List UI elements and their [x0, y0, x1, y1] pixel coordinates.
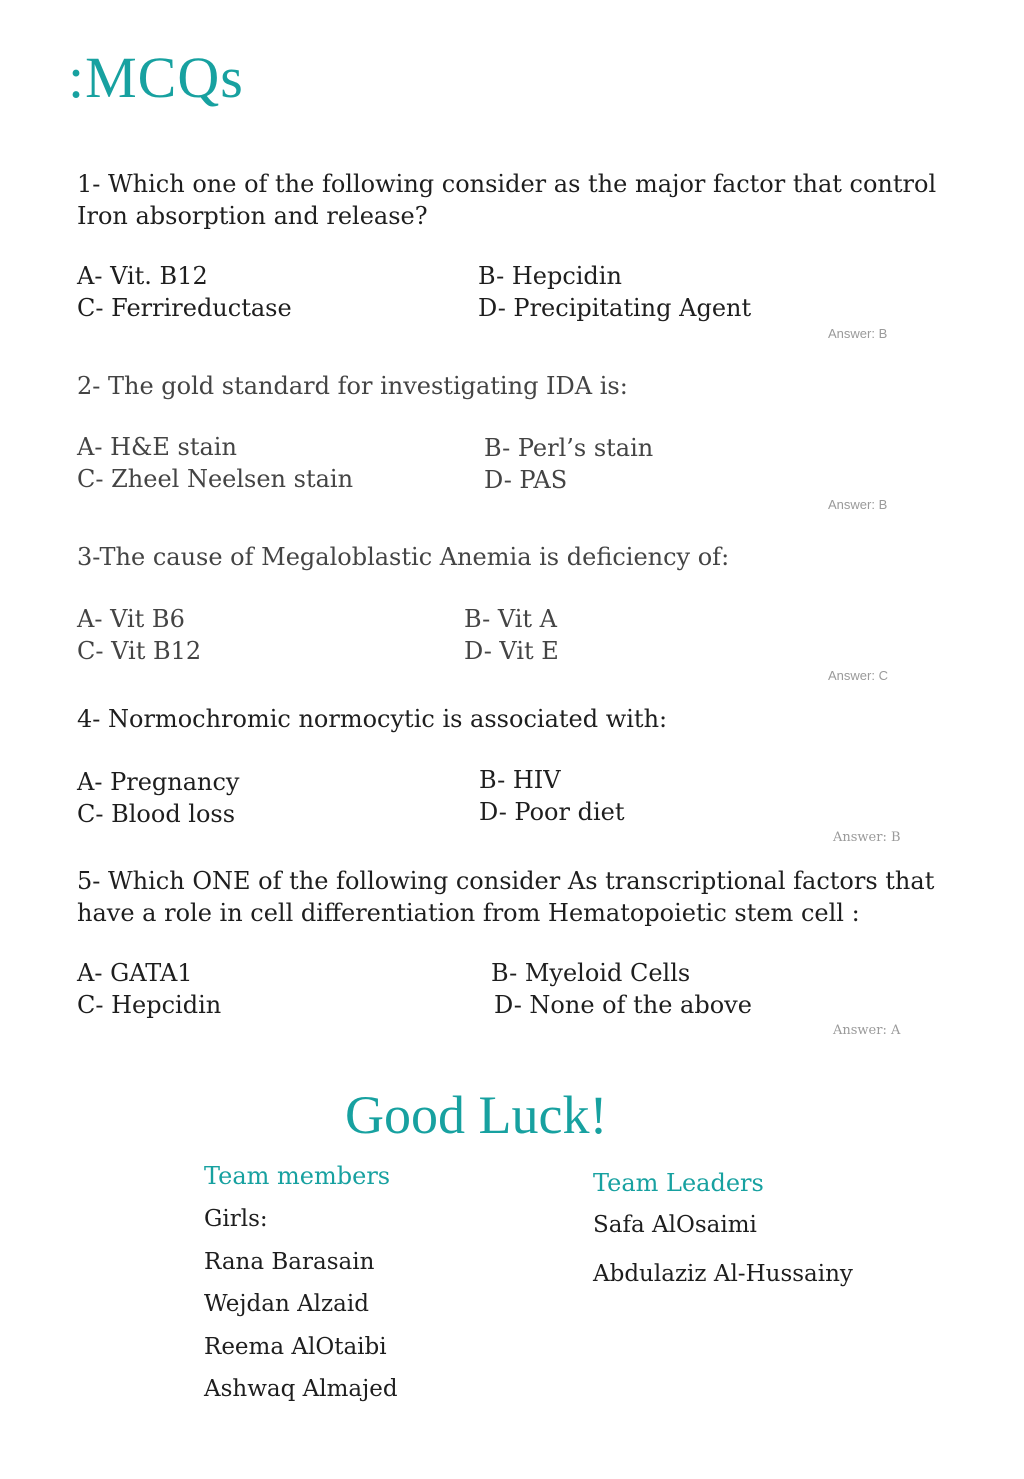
question-5-option-b: B- Myeloid Cells: [491, 959, 691, 987]
question-4-text: 4- Normochromic normocytic is associated with:: [77, 705, 668, 733]
question-1-option-d: D- Precipitating Agent: [478, 294, 752, 322]
question-4-option-b: B- HIV: [479, 766, 561, 794]
question-5-option-d: D- None of the above: [494, 991, 752, 1019]
team-member-name: Wejdan Alzaid: [204, 1291, 369, 1317]
question-5-text-line1: 5- Which ONE of the following consider As transcriptional factors that: [77, 867, 935, 895]
question-1-option-b: B- Hepcidin: [478, 262, 622, 290]
team-member-name: Rana Barasain: [204, 1249, 375, 1275]
question-4-option-d: D- Poor diet: [479, 798, 625, 826]
question-3-text: 3-The cause of Megaloblastic Anemia is deficiency of:: [77, 543, 730, 571]
question-4-option-c: C- Blood loss: [77, 800, 236, 828]
question-1-option-c: C- Ferrireductase: [77, 294, 292, 322]
question-3-answer: Answer: C: [828, 668, 888, 683]
question-1-text-line2: Iron absorption and release?: [77, 202, 428, 230]
team-leader-name: Safa AlOsaimi: [593, 1212, 757, 1238]
team-leaders-heading: Team Leaders: [593, 1169, 764, 1197]
question-4-answer: Answer: B: [833, 830, 901, 845]
question-2-option-c: C- Zheel Neelsen stain: [77, 465, 354, 493]
question-3-option-b: B- Vit A: [464, 605, 558, 633]
question-5-option-c: C- Hepcidin: [77, 991, 222, 1019]
girls-label: Girls:: [204, 1206, 268, 1232]
team-members-heading: Team members: [204, 1162, 391, 1190]
question-2-text: 2- The gold standard for investigating IDA is:: [77, 372, 628, 400]
question-1-option-a: A- Vit. B12: [77, 262, 208, 290]
question-1-answer: Answer: B: [828, 326, 888, 341]
question-2-option-a: A- H&E stain: [77, 433, 237, 461]
question-4-option-a: A- Pregnancy: [77, 768, 240, 796]
question-3-option-d: D- Vit E: [464, 637, 559, 665]
team-member-name: Reema AlOtaibi: [204, 1334, 387, 1360]
question-3-option-a: A- Vit B6: [77, 605, 185, 633]
question-5-text-line2: have a role in cell differentiation from Hematopoietic stem cell :: [77, 899, 860, 927]
question-2-option-b: B- Perl’s stain: [484, 434, 654, 462]
good-luck-heading: Good Luck!: [345, 1085, 608, 1145]
team-member-name: Ashwaq Almajed: [204, 1376, 398, 1402]
page-title: :MCQs: [68, 45, 244, 110]
question-2-option-d: D- PAS: [484, 466, 568, 494]
question-2-answer: Answer: B: [828, 497, 888, 512]
question-5-option-a: A- GATA1: [77, 959, 193, 987]
team-leader-name: Abdulaziz Al-Hussainy: [593, 1261, 853, 1287]
question-1-text-line1: 1- Which one of the following consider as the major factor that control: [77, 170, 937, 198]
question-3-option-c: C- Vit B12: [77, 637, 202, 665]
question-5-answer: Answer: A: [833, 1023, 901, 1038]
